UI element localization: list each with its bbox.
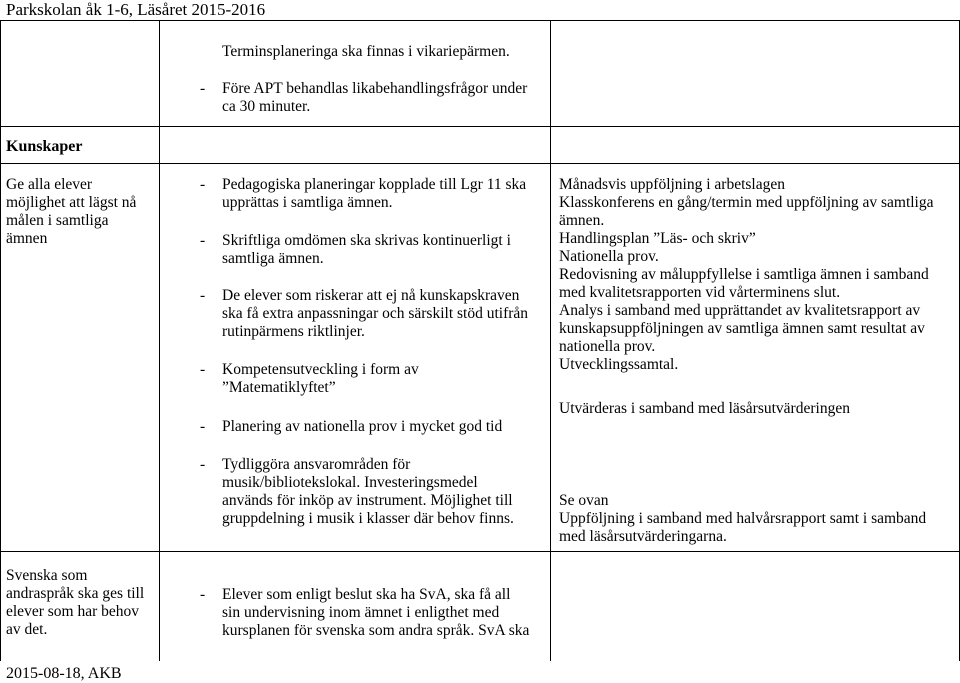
table-border-col2	[550, 20, 551, 661]
row2-goal-line: av det.	[6, 621, 48, 638]
top-bullet	[200, 80, 545, 116]
top-note: Terminsplaneringa ska finnas i vikariepärmen.	[222, 43, 510, 60]
followup-line: Analys i samband med upprättandet av kvalitetsrapport av	[559, 302, 921, 319]
table-border-left	[0, 20, 1, 661]
bullet-dash: -	[200, 232, 206, 249]
bullet-line: musik/bibliotekslokal. Investeringsmedel	[222, 474, 478, 491]
bullet-line: upprättas i samtliga ämnen.	[222, 194, 393, 211]
followup-line: Klasskonferens en gång/termin med uppföljning av samtliga	[559, 194, 934, 211]
section-heading: Kunskaper	[6, 138, 83, 155]
bullet-dash: -	[200, 361, 206, 378]
followup-line: Månadsvis uppföljning i arbetslagen	[559, 176, 785, 193]
bullet-dash: -	[200, 176, 206, 193]
table-border-top	[0, 20, 960, 21]
row2-goal-line: andraspråk ska ges till	[6, 585, 145, 602]
followup-line: med läsårsutvärderingarna.	[559, 528, 727, 545]
bullet-line: Planering av nationella prov i mycket god tid	[222, 418, 503, 435]
row2-goal-line: elever som har behov	[6, 603, 139, 620]
table-border-row2	[0, 551, 960, 552]
bullet-line: samtliga ämnen.	[222, 250, 324, 267]
row1-bullet-4	[200, 361, 545, 397]
row1-bullet-1	[200, 176, 545, 212]
row1-goal-line: ämnen	[6, 230, 48, 247]
bullet-line: ska få extra anpassningar och särskilt stöd utifrån	[222, 305, 529, 322]
bullet-line: Elever som enligt beslut ska ha SvA, ska få all	[222, 586, 511, 603]
page-header: Parkskolan åk 1-6, Läsåret 2015-2016	[6, 0, 266, 19]
bullet-line: sin undervisning inom ämnet i enligthet med	[222, 604, 500, 621]
row1-bullet-2	[200, 232, 545, 268]
followup-line: Nationella prov.	[559, 248, 659, 265]
top-bullet-line: ca 30 minuter.	[222, 98, 311, 115]
row1-goal	[6, 176, 156, 248]
table-border-section	[0, 126, 960, 127]
page-footer: 2015-08-18, AKB	[6, 665, 122, 682]
bullet-line: Tydliggöra ansvarområden för	[222, 456, 411, 473]
row1-goal-line: möjlighet att lägst nå	[6, 194, 137, 211]
table-border-col1	[159, 20, 160, 661]
bullet-line: gruppdelning i musik i klasser där behov finns.	[222, 510, 514, 527]
followup-line: nationella prov.	[559, 338, 656, 355]
followup-line: Handlingsplan ”Läs- och skriv”	[559, 230, 756, 247]
bullet-line: kursplanen för svenska som andra språk. SvA ska	[222, 622, 530, 639]
row1-bullet-5	[200, 418, 545, 436]
bullet-line: rutinpärmens riktlinjer.	[222, 323, 365, 340]
followup-line: kunskapsuppföljningen av samtliga ämnen samt resultat av	[559, 320, 925, 337]
row1-followup-2	[559, 492, 957, 546]
bullet-line: De elever som riskerar att ej nå kunskapskraven	[222, 287, 520, 304]
followup-line: Utvecklingssamtal.	[559, 356, 679, 373]
bullet-line: Pedagogiska planeringar kopplade till Lgr 11 ska	[222, 176, 527, 193]
followup-line: Uppföljning i samband med halvårsrapport samt i samband	[559, 510, 927, 527]
bullet-line: används för inköp av instrument. Möjlighet till	[222, 492, 513, 509]
followup-line: Redovisning av måluppfyllelse i samtliga ämnen i samband	[559, 266, 929, 283]
bullet-line: Kompetensutveckling i form av	[222, 361, 419, 378]
bullet-line: Skriftliga omdömen ska skrivas kontinuerligt i	[222, 232, 511, 249]
row1-goal-line: målen i samtliga	[6, 212, 109, 229]
row2-goal	[6, 567, 156, 639]
row1-bullet-6	[200, 456, 545, 528]
row2-bullet	[200, 586, 545, 640]
table-border-heading	[0, 163, 960, 164]
bullet-dash: -	[200, 80, 206, 97]
followup-line: med kvalitetsrapporten vid vårterminens slut.	[559, 284, 841, 301]
bullet-line: ”Matematiklyftet”	[222, 379, 336, 396]
row1-followup	[559, 176, 957, 374]
row1-bullet-3	[200, 287, 545, 341]
bullet-dash: -	[200, 418, 206, 435]
bullet-dash: -	[200, 586, 206, 603]
row1-evaluation: Utvärderas i samband med läsårsutvärderingen	[559, 400, 850, 417]
top-bullet-line: Före APT behandlas likabehandlingsfrågor under	[222, 80, 528, 97]
followup-line: Se ovan	[559, 492, 609, 509]
bullet-dash: -	[200, 456, 206, 473]
row2-goal-line: Svenska som	[6, 567, 88, 584]
bullet-dash: -	[200, 287, 206, 304]
row1-goal-line: Ge alla elever	[6, 176, 93, 193]
followup-line: ämnen.	[559, 212, 605, 229]
